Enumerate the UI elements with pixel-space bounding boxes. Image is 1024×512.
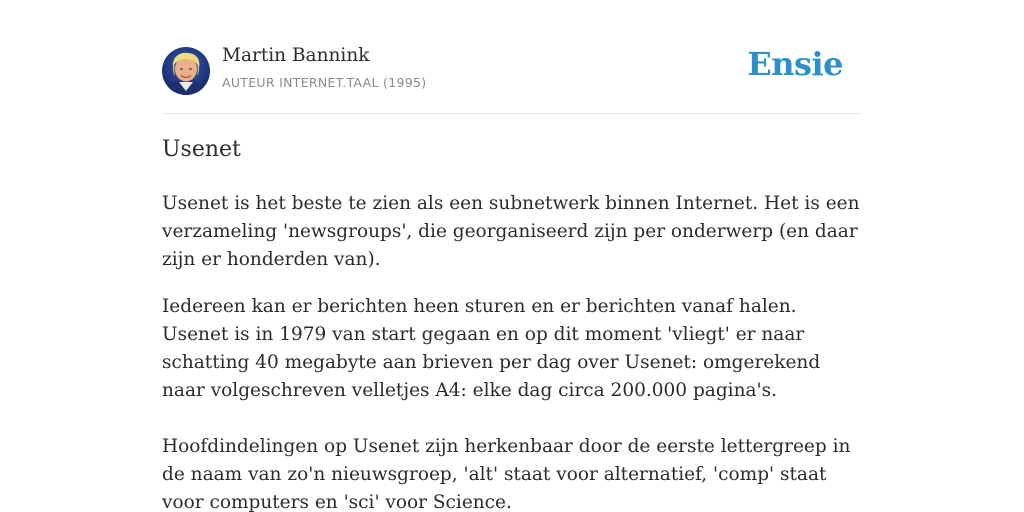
article-paragraph-1: Usenet is het beste te zien als een subnetwerk binnen Internet. Het is een verzameling 'newsgroups', die georganiseerd zijn per onderwerp (en daar zijn er honderden van). — [162, 193, 860, 270]
article-container — [162, 0, 862, 512]
author-avatar[interactable] — [162, 47, 210, 95]
author-name[interactable]: Martin Bannink — [222, 45, 370, 66]
article-paragraph-2: Iedereen kan er berichten heen sturen en er berichten vanaf halen. Usenet is in 1979 van start gegaan en op dit moment 'vliegt' er naar schatting 40 megabyte aan brieven per dag over Usenet: omgerekend naar volgeschreven velletjes A4: elke dag circa 200.000 pagina's. — [162, 296, 821, 401]
author-header — [162, 0, 862, 114]
article-title: Usenet — [162, 137, 241, 162]
author-subtitle: AUTEUR INTERNET.TAAL (1995) — [222, 75, 427, 90]
brand-logo[interactable]: Ensie — [747, 45, 843, 83]
article-paragraph-3: Hoofdindelingen op Usenet zijn herkenbaar door de eerste lettergreep in de naam van zo'n nieuwsgroep, 'alt' staat voor alternatief, 'comp' staat voor computers en 'sci' voor Science. — [162, 436, 851, 512]
author-avatar-image — [162, 47, 210, 95]
